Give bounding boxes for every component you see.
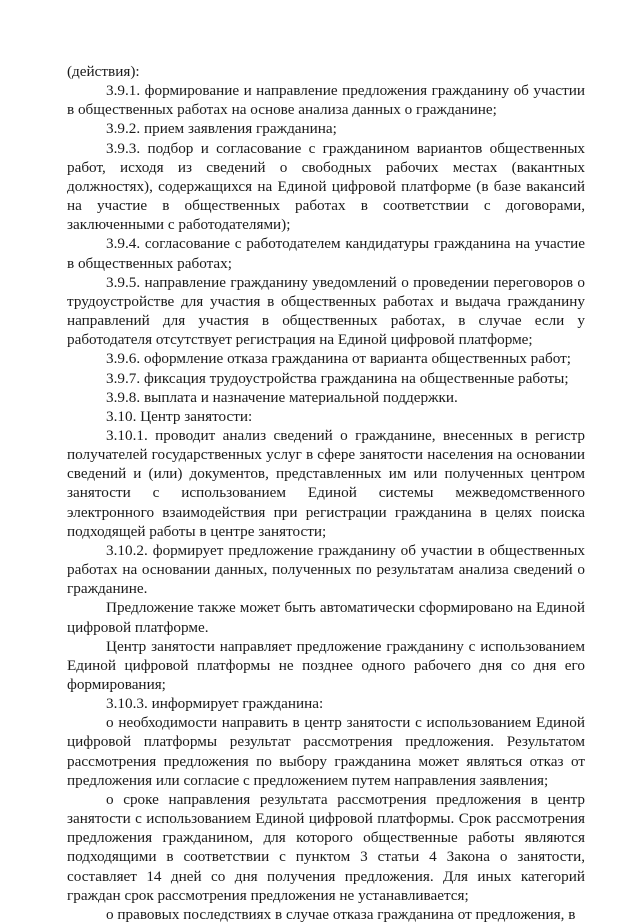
paragraph-3-10-1: 3.10.1. проводит анализ сведений о гражданине, внесенных в регистр получателей государственных услуг в сфере занятости населения на основании сведений и (или) документов, представленных им или полученных центром занятости с использованием Единой системы межведомственного электронного взаимодействия при регистрации гражданина в целях поиска подходящей работы в центре занятости;	[67, 426, 585, 540]
paragraph-sending-deadline: Центр занятости направляет предложение гражданину с использованием Единой цифровой платформы не позднее одного рабочего дня со дня его формирования;	[67, 637, 585, 693]
paragraph-3-9-6: 3.9.6. оформление отказа гражданина от варианта общественных работ;	[106, 350, 571, 368]
paragraph-3-10: 3.10. Центр занятости:	[106, 407, 253, 425]
paragraph-inform-deadline: о сроке направления результата рассмотрения предложения в центр занятости с использованием Единой цифровой платформы. Срок рассмотрения предложения гражданином, для которого общественные работы являются подходящими в соответствии с пунктом 3 статьи 4 Закона о занятости, составляет 14 дней со дня получения предложения. Для иных категорий граждан срок рассмотрения предложения не устанавливается;	[67, 790, 585, 904]
paragraph-3-9-1: 3.9.1. формирование и направление предложения гражданину об участии в общественных работах на основе анализа данных о гражданине;	[67, 82, 585, 119]
paragraph-inform-result: о необходимости направить в центр занятости с использованием Единой цифровой платформы результат рассмотрения предложения. Результатом рассмотрения предложения по выбору гражданина может являться отказ от предложения или согласие с предложением путем направления заявления;	[67, 714, 585, 789]
paragraph-inform-consequences: о правовых последствиях в случае отказа гражданина от предложения, в	[106, 905, 576, 923]
paragraph-3-9-3: 3.9.3. подбор и согласование с гражданином вариантов общественных работ, исходя из сведений о свободных рабочих местах (вакантных должностях), содержащихся на Единой цифровой платформе (в базе вакансий на участие в общественных работах в соответствии с договорами, заключенными с работодателями);	[67, 139, 585, 234]
paragraph-3-9-8: 3.9.8. выплата и назначение материальной поддержки.	[106, 388, 458, 406]
paragraph-3-9-5: 3.9.5. направление гражданину уведомлений о проведении переговоров о трудоустройстве для участия в общественных работах и выдача гражданину направлений для участия в общественных работах, в случае если у работодателя отсутствует регистрация на Единой цифровой платформе;	[67, 273, 585, 349]
paragraph-3-9-4: 3.9.4. согласование с работодателем кандидатуры гражданина на участие в общественных работах;	[67, 235, 585, 272]
paragraph-3-9-2: 3.9.2. прием заявления гражданина;	[106, 120, 337, 138]
paragraph-3-9-7: 3.9.7. фиксация трудоустройства гражданина на общественные работы;	[106, 369, 569, 387]
paragraph-auto-formed: Предложение также может быть автоматически сформировано на Единой цифровой платформе.	[67, 599, 585, 636]
paragraph-intro: (действия):	[67, 63, 140, 80]
document-body	[67, 62, 585, 924]
paragraph-3-10-3: 3.10.3. информирует гражданина:	[106, 695, 324, 713]
paragraph-3-10-2: 3.10.2. формирует предложение гражданину об участии в общественных работах на основании данных, полученных по результатам анализа сведений о гражданине.	[67, 541, 585, 598]
